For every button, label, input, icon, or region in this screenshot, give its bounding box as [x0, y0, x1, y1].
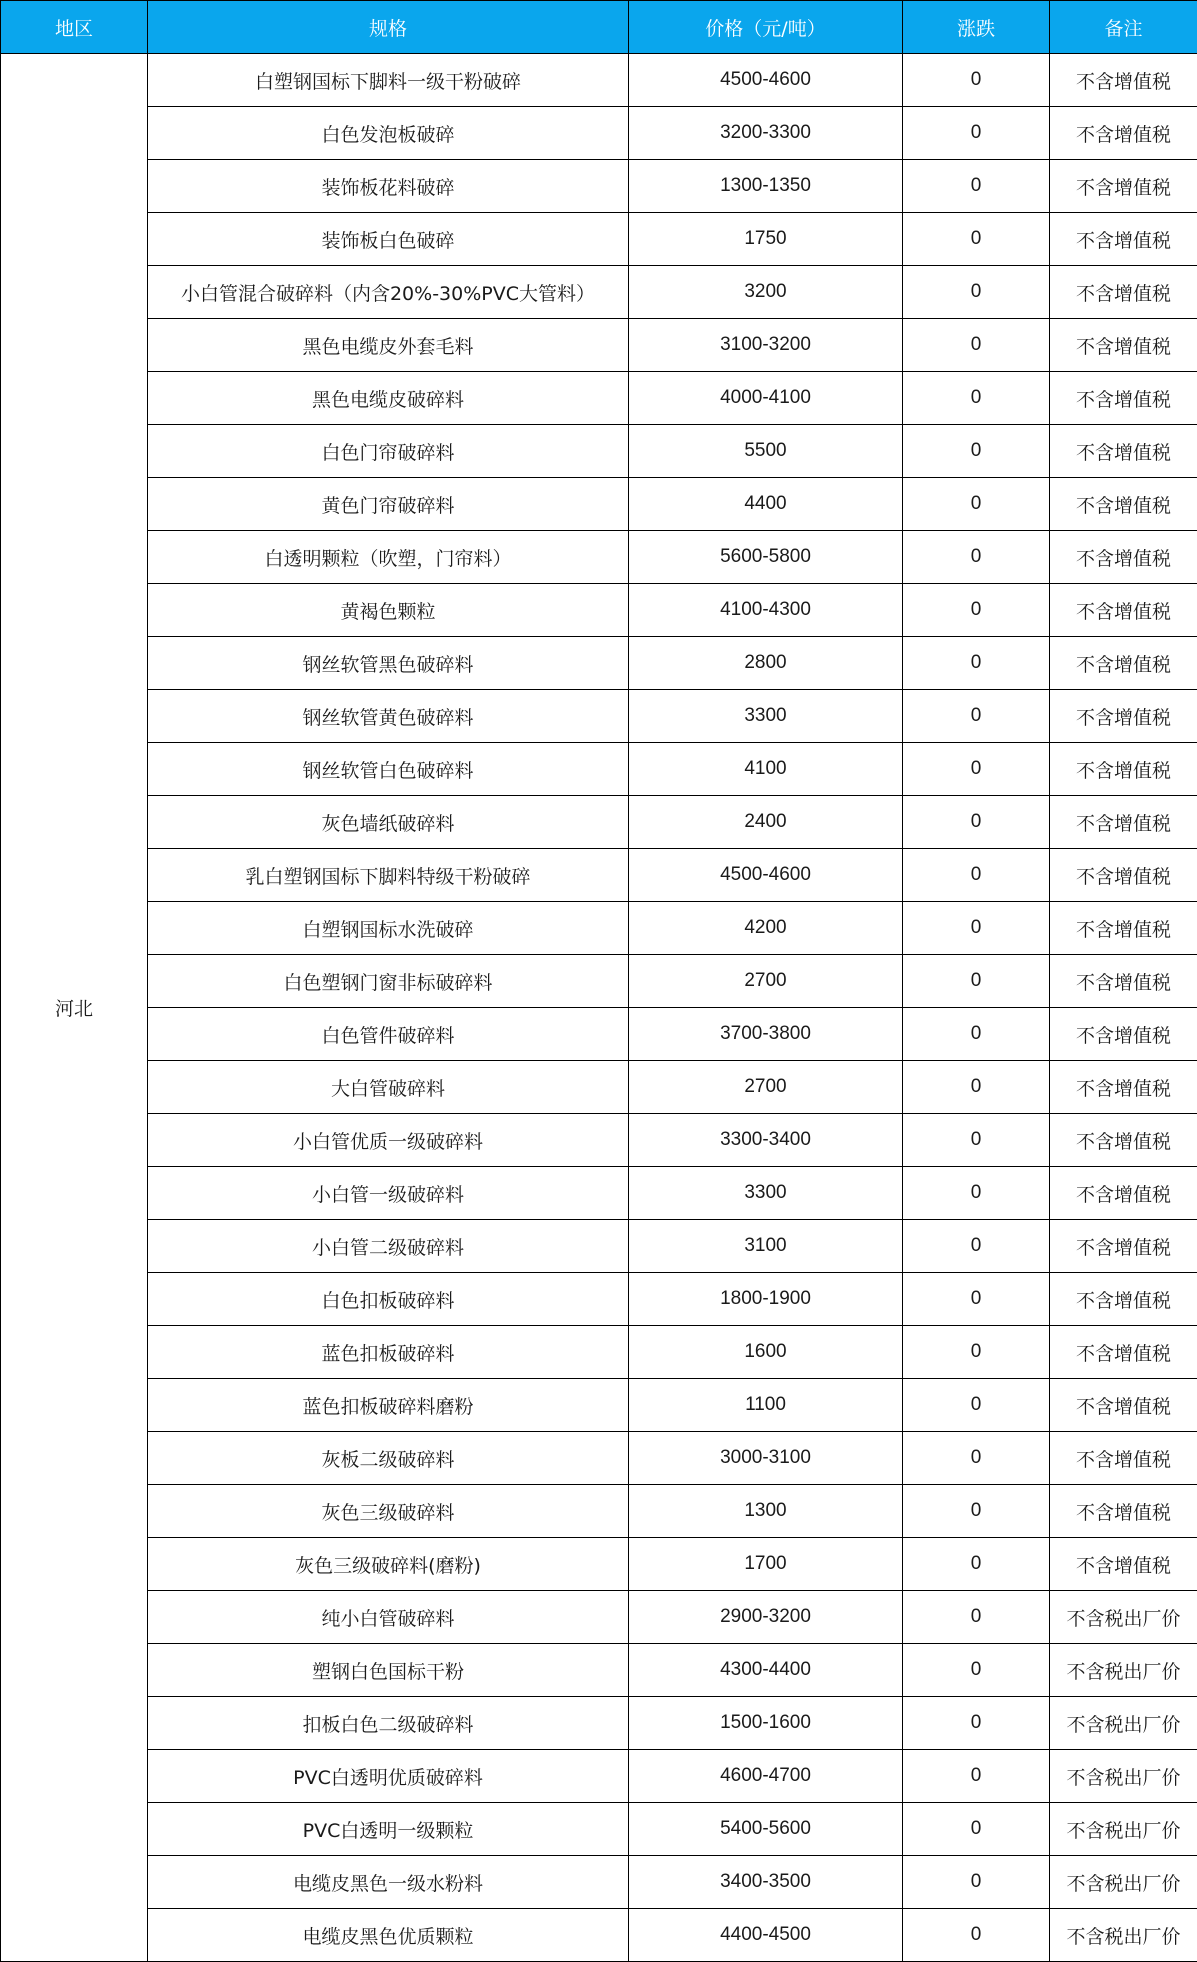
- change-cell: 0: [903, 690, 1050, 743]
- price-cell: 1750: [629, 213, 903, 266]
- price-cell: 4600-4700: [629, 1750, 903, 1803]
- change-cell: 0: [903, 1856, 1050, 1909]
- spec-cell: 纯小白管破碎料: [148, 1591, 629, 1644]
- spec-cell: 蓝色扣板破碎料: [148, 1326, 629, 1379]
- note-cell: 不含增值税: [1050, 1167, 1197, 1220]
- table-row: [1, 1644, 1197, 1697]
- price-cell: 4100: [629, 743, 903, 796]
- table-row: [1, 637, 1197, 690]
- table-row: [1, 1750, 1197, 1803]
- note-cell: 不含增值税: [1050, 1114, 1197, 1167]
- spec-cell: 白塑钢国标下脚料一级干粉破碎: [148, 54, 629, 107]
- table-row: [1, 54, 1197, 107]
- spec-cell: 乳白塑钢国标下脚料特级干粉破碎: [148, 849, 629, 902]
- price-cell: 3300: [629, 1167, 903, 1220]
- change-cell: 0: [903, 1273, 1050, 1326]
- change-cell: 0: [903, 1167, 1050, 1220]
- price-cell: 3700-3800: [629, 1008, 903, 1061]
- spec-cell: 大白管破碎料: [148, 1061, 629, 1114]
- change-cell: 0: [903, 743, 1050, 796]
- note-cell: 不含税出厂价: [1050, 1750, 1197, 1803]
- spec-cell: 钢丝软管黄色破碎料: [148, 690, 629, 743]
- price-cell: 4500-4600: [629, 54, 903, 107]
- note-cell: 不含增值税: [1050, 796, 1197, 849]
- note-cell: 不含税出厂价: [1050, 1909, 1197, 1962]
- note-cell: 不含增值税: [1050, 425, 1197, 478]
- table-row: [1, 902, 1197, 955]
- table-row: [1, 1803, 1197, 1856]
- change-cell: 0: [903, 1909, 1050, 1962]
- note-cell: 不含增值税: [1050, 637, 1197, 690]
- price-cell: 1800-1900: [629, 1273, 903, 1326]
- price-cell: 4300-4400: [629, 1644, 903, 1697]
- note-cell: 不含税出厂价: [1050, 1644, 1197, 1697]
- spec-cell: 黑色电缆皮外套毛料: [148, 319, 629, 372]
- price-cell: 4200: [629, 902, 903, 955]
- change-cell: 0: [903, 637, 1050, 690]
- table-row: [1, 1061, 1197, 1114]
- table-row: [1, 425, 1197, 478]
- note-cell: 不含增值税: [1050, 849, 1197, 902]
- change-cell: 0: [903, 1432, 1050, 1485]
- note-cell: 不含税出厂价: [1050, 1803, 1197, 1856]
- note-cell: 不含增值税: [1050, 531, 1197, 584]
- spec-cell: PVC白透明优质破碎料: [148, 1750, 629, 1803]
- table-row: [1, 1379, 1197, 1432]
- change-cell: 0: [903, 1750, 1050, 1803]
- change-cell: 0: [903, 902, 1050, 955]
- change-cell: 0: [903, 796, 1050, 849]
- spec-cell: 白色发泡板破碎: [148, 107, 629, 160]
- price-cell: 1500-1600: [629, 1697, 903, 1750]
- price-cell: 3100: [629, 1220, 903, 1273]
- change-cell: 0: [903, 1591, 1050, 1644]
- change-cell: 0: [903, 266, 1050, 319]
- table-row: [1, 372, 1197, 425]
- change-cell: 0: [903, 1379, 1050, 1432]
- spec-cell: 装饰板白色破碎: [148, 213, 629, 266]
- spec-cell: 灰色三级破碎料: [148, 1485, 629, 1538]
- spec-cell: 小白管优质一级破碎料: [148, 1114, 629, 1167]
- note-cell: 不含增值税: [1050, 955, 1197, 1008]
- spec-cell: 黄色门帘破碎料: [148, 478, 629, 531]
- note-cell: 不含增值税: [1050, 1061, 1197, 1114]
- price-cell: 5400-5600: [629, 1803, 903, 1856]
- change-cell: 0: [903, 319, 1050, 372]
- spec-cell: 黑色电缆皮破碎料: [148, 372, 629, 425]
- spec-cell: 灰色墙纸破碎料: [148, 796, 629, 849]
- change-cell: 0: [903, 1220, 1050, 1273]
- change-cell: 0: [903, 849, 1050, 902]
- spec-cell: 钢丝软管黑色破碎料: [148, 637, 629, 690]
- price-cell: 2800: [629, 637, 903, 690]
- spec-cell: 黄褐色颗粒: [148, 584, 629, 637]
- spec-cell: 装饰板花料破碎: [148, 160, 629, 213]
- change-cell: 0: [903, 1061, 1050, 1114]
- table-row: [1, 266, 1197, 319]
- spec-cell: 白色塑钢门窗非标破碎料: [148, 955, 629, 1008]
- change-cell: 0: [903, 1008, 1050, 1061]
- spec-cell: 白透明颗粒（吹塑，门帘料）: [148, 531, 629, 584]
- price-cell: 2400: [629, 796, 903, 849]
- spec-cell: 钢丝软管白色破碎料: [148, 743, 629, 796]
- spec-cell: 灰色三级破碎料(磨粉): [148, 1538, 629, 1591]
- note-cell: 不含税出厂价: [1050, 1697, 1197, 1750]
- table-row: [1, 1326, 1197, 1379]
- note-cell: 不含增值税: [1050, 372, 1197, 425]
- change-cell: 0: [903, 425, 1050, 478]
- price-cell: 1600: [629, 1326, 903, 1379]
- price-cell: 4400: [629, 478, 903, 531]
- spec-cell: 电缆皮黑色优质颗粒: [148, 1909, 629, 1962]
- table-row: [1, 1220, 1197, 1273]
- table-row: [1, 213, 1197, 266]
- price-cell: 4400-4500: [629, 1909, 903, 1962]
- spec-cell: 电缆皮黑色一级水粉料: [148, 1856, 629, 1909]
- note-cell: 不含增值税: [1050, 584, 1197, 637]
- price-cell: 4500-4600: [629, 849, 903, 902]
- note-cell: 不含增值税: [1050, 1538, 1197, 1591]
- spec-cell: 小白管混合破碎料（内含20%-30%PVC大管料）: [148, 266, 629, 319]
- price-cell: 3000-3100: [629, 1432, 903, 1485]
- table-row: [1, 319, 1197, 372]
- change-cell: 0: [903, 54, 1050, 107]
- table-row: [1, 1273, 1197, 1326]
- change-cell: 0: [903, 1538, 1050, 1591]
- table-row: [1, 531, 1197, 584]
- note-cell: 不含增值税: [1050, 266, 1197, 319]
- change-cell: 0: [903, 531, 1050, 584]
- table-row: [1, 1432, 1197, 1485]
- table-body: [1, 54, 1197, 1962]
- price-cell: 3300: [629, 690, 903, 743]
- spec-cell: 小白管二级破碎料: [148, 1220, 629, 1273]
- change-cell: 0: [903, 1485, 1050, 1538]
- table-row: [1, 1697, 1197, 1750]
- change-cell: 0: [903, 1326, 1050, 1379]
- note-cell: 不含增值税: [1050, 690, 1197, 743]
- table-row: [1, 849, 1197, 902]
- change-cell: 0: [903, 107, 1050, 160]
- spec-cell: 白色管件破碎料: [148, 1008, 629, 1061]
- table-row: [1, 1008, 1197, 1061]
- header-price: 价格（元/吨）: [629, 1, 903, 54]
- price-cell: 3200: [629, 266, 903, 319]
- change-cell: 0: [903, 584, 1050, 637]
- table-row: [1, 1167, 1197, 1220]
- table-row: [1, 1909, 1197, 1962]
- spec-cell: 蓝色扣板破碎料磨粉: [148, 1379, 629, 1432]
- note-cell: 不含增值税: [1050, 1008, 1197, 1061]
- change-cell: 0: [903, 1114, 1050, 1167]
- note-cell: 不含增值税: [1050, 1432, 1197, 1485]
- note-cell: 不含增值税: [1050, 1273, 1197, 1326]
- note-cell: 不含税出厂价: [1050, 1856, 1197, 1909]
- spec-cell: 塑钢白色国标干粉: [148, 1644, 629, 1697]
- price-cell: 1300-1350: [629, 160, 903, 213]
- change-cell: 0: [903, 372, 1050, 425]
- note-cell: 不含增值税: [1050, 902, 1197, 955]
- price-cell: 3100-3200: [629, 319, 903, 372]
- header-note: 备注: [1050, 1, 1197, 54]
- note-cell: 不含增值税: [1050, 743, 1197, 796]
- note-cell: 不含增值税: [1050, 160, 1197, 213]
- price-cell: 5600-5800: [629, 531, 903, 584]
- note-cell: 不含税出厂价: [1050, 1591, 1197, 1644]
- spec-cell: PVC白透明一级颗粒: [148, 1803, 629, 1856]
- table-row: [1, 1856, 1197, 1909]
- price-cell: 1100: [629, 1379, 903, 1432]
- change-cell: 0: [903, 955, 1050, 1008]
- note-cell: 不含增值税: [1050, 213, 1197, 266]
- table-row: [1, 1114, 1197, 1167]
- table-row: [1, 478, 1197, 531]
- price-cell: 1300: [629, 1485, 903, 1538]
- note-cell: 不含增值税: [1050, 1326, 1197, 1379]
- change-cell: 0: [903, 213, 1050, 266]
- price-cell: 2900-3200: [629, 1591, 903, 1644]
- change-cell: 0: [903, 1803, 1050, 1856]
- table-row: [1, 690, 1197, 743]
- note-cell: 不含增值税: [1050, 107, 1197, 160]
- note-cell: 不含增值税: [1050, 1379, 1197, 1432]
- note-cell: 不含增值税: [1050, 319, 1197, 372]
- price-cell: 3300-3400: [629, 1114, 903, 1167]
- price-cell: 4000-4100: [629, 372, 903, 425]
- spec-cell: 灰板二级破碎料: [148, 1432, 629, 1485]
- change-cell: 0: [903, 160, 1050, 213]
- price-cell: 1700: [629, 1538, 903, 1591]
- header-change: 涨跌: [903, 1, 1050, 54]
- header-spec: 规格: [148, 1, 629, 54]
- change-cell: 0: [903, 1697, 1050, 1750]
- spec-cell: 白色门帘破碎料: [148, 425, 629, 478]
- note-cell: 不含增值税: [1050, 1485, 1197, 1538]
- table-row: [1, 1591, 1197, 1644]
- change-cell: 0: [903, 478, 1050, 531]
- price-cell: 5500: [629, 425, 903, 478]
- change-cell: 0: [903, 1644, 1050, 1697]
- spec-cell: 小白管一级破碎料: [148, 1167, 629, 1220]
- region-cell: 河北: [1, 54, 148, 1962]
- note-cell: 不含增值税: [1050, 54, 1197, 107]
- price-cell: 4100-4300: [629, 584, 903, 637]
- price-cell: 3200-3300: [629, 107, 903, 160]
- table-row: [1, 796, 1197, 849]
- table-header-row: [1, 1, 1197, 54]
- spec-cell: 白色扣板破碎料: [148, 1273, 629, 1326]
- note-cell: 不含增值税: [1050, 1220, 1197, 1273]
- table-row: [1, 160, 1197, 213]
- price-cell: 2700: [629, 955, 903, 1008]
- price-cell: 2700: [629, 1061, 903, 1114]
- note-cell: 不含增值税: [1050, 478, 1197, 531]
- table-row: [1, 1485, 1197, 1538]
- table-row: [1, 1538, 1197, 1591]
- table-row: [1, 743, 1197, 796]
- table-row: [1, 584, 1197, 637]
- spec-cell: 扣板白色二级破碎料: [148, 1697, 629, 1750]
- header-region: 地区: [1, 1, 148, 54]
- spec-cell: 白塑钢国标水洗破碎: [148, 902, 629, 955]
- price-cell: 3400-3500: [629, 1856, 903, 1909]
- table-row: [1, 107, 1197, 160]
- table-row: [1, 955, 1197, 1008]
